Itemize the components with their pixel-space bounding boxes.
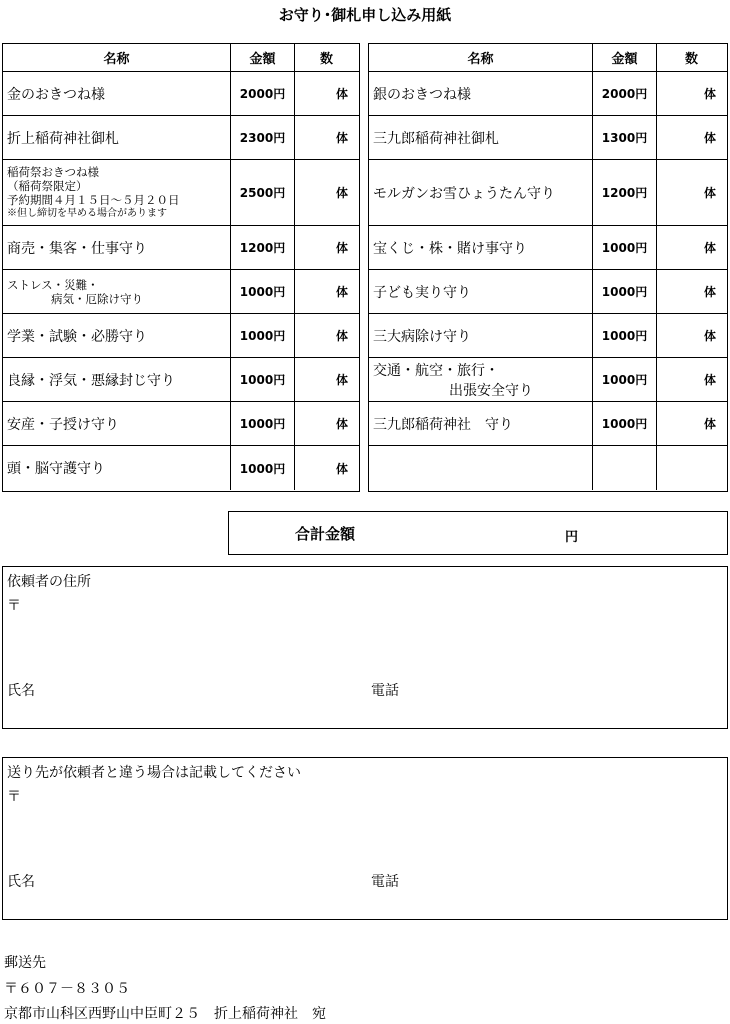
qty-field[interactable]: 体	[703, 329, 716, 343]
item-price: 1300円	[593, 116, 657, 159]
table-row	[3, 314, 359, 358]
table-row	[3, 446, 359, 490]
item-price: 2300円	[231, 116, 295, 159]
table-row	[369, 402, 727, 446]
requester-section	[2, 566, 728, 729]
item-price: 2000円	[231, 72, 295, 115]
mailing-address: 京都市山科区西野山中臣町２５ 折上稲荷神社 宛	[4, 1006, 326, 1022]
table-row	[3, 226, 359, 270]
table-row	[3, 270, 359, 314]
qty-field[interactable]: 体	[335, 417, 348, 431]
requester-phone-field[interactable]: 電話	[371, 683, 399, 699]
item-price: 1000円	[231, 358, 295, 401]
table-row	[369, 72, 727, 116]
empty-row	[369, 446, 727, 490]
item-price: 1000円	[593, 270, 657, 313]
table-row	[3, 358, 359, 402]
item-price: 1000円	[231, 402, 295, 445]
item-price: 1000円	[593, 314, 657, 357]
item-name	[3, 270, 231, 313]
total-label: 合計金額	[295, 525, 356, 543]
qty-field[interactable]: 体	[703, 87, 716, 101]
table-row	[3, 72, 359, 116]
shipping-section	[2, 757, 728, 920]
mailing-postal-code: 〒６０７－８３０５	[4, 981, 130, 997]
left-order-table	[2, 43, 360, 492]
total-amount-box	[228, 511, 728, 555]
qty-field[interactable]: 体	[335, 461, 348, 476]
table-row	[369, 358, 727, 402]
item-name: 銀のおきつね様	[369, 72, 593, 115]
item-price: 2000円	[593, 72, 657, 115]
empty-cell	[369, 446, 593, 490]
shipping-zip-field[interactable]: 〒	[7, 789, 21, 805]
form-title: お守り･御札申し込み用紙	[278, 6, 452, 24]
qty-field[interactable]: 体	[335, 329, 348, 343]
qty-field[interactable]: 体	[335, 285, 348, 299]
header-name: 名称	[3, 44, 231, 71]
table-row	[3, 160, 359, 226]
item-name-line: 予約期間４月１５日～５月２０日	[7, 193, 180, 207]
header-price: 金額	[231, 44, 295, 71]
item-name-line: ストレス・災難・	[7, 277, 99, 292]
item-name: 安産・子授け守り	[3, 402, 231, 445]
empty-cell	[593, 446, 657, 490]
item-name: 宝くじ・株・賭け事守り	[369, 226, 593, 269]
item-name: 折上稲荷神社御札	[3, 116, 231, 159]
item-name	[369, 358, 593, 401]
table-row	[369, 226, 727, 270]
shipping-phone-field[interactable]: 電話	[371, 874, 399, 890]
item-name-line: （稲荷祭限定）	[7, 179, 88, 193]
shipping-note: 送り先が依頼者と違う場合は記載してください	[7, 765, 301, 781]
qty-field[interactable]: 体	[703, 417, 716, 431]
item-price: 1000円	[231, 446, 295, 490]
qty-field[interactable]: 体	[335, 373, 348, 387]
item-name: 三九郎稲荷神社 守り	[369, 402, 593, 445]
qty-field[interactable]: 体	[335, 87, 348, 101]
item-name: 頭・脳守護守り	[3, 446, 231, 490]
requester-name-field[interactable]: 氏名	[7, 683, 35, 699]
shipping-name-field[interactable]: 氏名	[7, 874, 35, 890]
item-name: 学業・試験・必勝守り	[3, 314, 231, 357]
qty-field[interactable]: 体	[335, 131, 348, 145]
item-name-line: 稲荷祭おきつね様	[7, 165, 99, 179]
item-price: 1200円	[231, 226, 295, 269]
table-row	[369, 314, 727, 358]
qty-field[interactable]: 体	[335, 241, 348, 255]
table-header	[369, 44, 727, 72]
table-row	[369, 270, 727, 314]
item-name: 良縁・浮気・悪縁封じ守り	[3, 358, 231, 401]
table-row	[3, 116, 359, 160]
empty-cell	[657, 446, 726, 490]
qty-field[interactable]: 体	[703, 285, 716, 299]
item-name	[3, 160, 231, 225]
item-name: 三九郎稲荷神社御札	[369, 116, 593, 159]
item-name: 金のおきつね様	[3, 72, 231, 115]
item-name-line: 出張安全守り	[449, 382, 533, 399]
requester-address-label: 依頼者の住所	[7, 574, 91, 590]
item-price: 1200円	[593, 160, 657, 225]
qty-field[interactable]: 体	[703, 373, 716, 387]
right-order-table	[368, 43, 728, 492]
requester-zip-field[interactable]: 〒	[7, 598, 21, 614]
item-price: 2500円	[231, 160, 295, 225]
header-qty: 数	[684, 52, 698, 67]
header-name: 名称	[369, 44, 593, 71]
item-price: 1000円	[593, 402, 657, 445]
item-price: 1000円	[593, 226, 657, 269]
item-price: 1000円	[231, 270, 295, 313]
table-header	[3, 44, 359, 72]
item-note: ※但し締切を早める場合があります	[7, 208, 167, 219]
table-row	[3, 402, 359, 446]
qty-field[interactable]: 体	[703, 241, 716, 255]
table-row	[369, 116, 727, 160]
header-qty: 数	[319, 52, 333, 67]
total-field[interactable]: 円	[565, 530, 579, 545]
item-name: 三大病除け守り	[369, 314, 593, 357]
item-name-line: 交通・航空・旅行・	[373, 362, 499, 379]
item-price: 1000円	[593, 358, 657, 401]
qty-field[interactable]: 体	[703, 186, 716, 200]
qty-field[interactable]: 体	[335, 186, 348, 200]
qty-field[interactable]: 体	[703, 131, 716, 145]
header-price: 金額	[593, 44, 657, 71]
item-price: 1000円	[231, 314, 295, 357]
mailing-label: 郵送先	[4, 955, 46, 971]
item-name-line: 病気・厄除け守り	[51, 291, 143, 306]
item-name: 商売・集客・仕事守り	[3, 226, 231, 269]
table-row	[369, 160, 727, 226]
item-name: モルガンお雪ひょうたん守り	[369, 160, 593, 225]
item-name: 子ども実り守り	[369, 270, 593, 313]
